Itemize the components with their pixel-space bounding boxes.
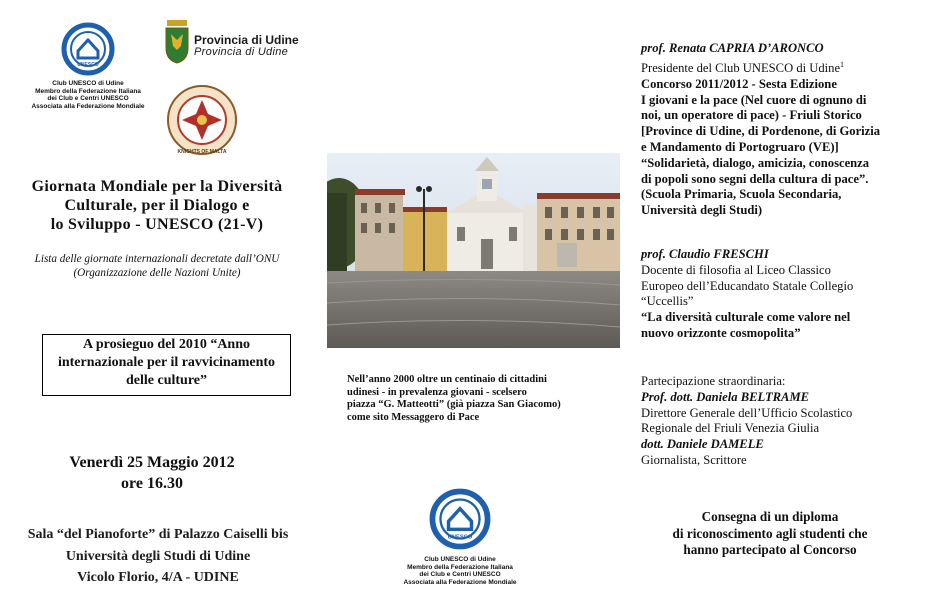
speaker-role-line: “Uccellis”: [641, 294, 694, 309]
event-venue: [0, 524, 316, 589]
logo-line: Club UNESCO di Udine: [424, 556, 496, 563]
caption-line: Nell’anno 2000 oltre un centinaio di cittadini: [347, 374, 547, 385]
closing-line: Consegna di un diploma: [701, 509, 839, 524]
logo-line: Membro della Federazione Italiana: [407, 563, 513, 571]
logo-line: Associata alla Federazione Mondiale: [403, 578, 517, 586]
box-line: delle culture”: [125, 373, 207, 388]
logo-line: Membro della Federazione Italiana: [35, 87, 141, 95]
diploma-note: [615, 509, 925, 559]
contest-quote-line: di popoli sono segni della cultura di pace”.: [641, 171, 869, 186]
svg-text:KNIGHTS OF MALTA: KNIGHTS OF MALTA: [177, 149, 227, 155]
provincia-name-italic: Provincia di Udine: [194, 46, 289, 58]
contest-theme-line: I giovani e la pace (Nel cuore di ognuno di: [641, 92, 867, 107]
unesco-club-logo-bottom: [399, 488, 521, 586]
speaker-role: Presidente del Club UNESCO di Udine$^1$: [641, 59, 845, 75]
svg-text:UNESCO: UNESCO: [77, 62, 99, 68]
logo-line: Club UNESCO di Udine: [52, 80, 124, 87]
speaker-role-line: Docente di filosofia al Liceo Classico: [641, 262, 831, 277]
speaker-capria: [641, 41, 931, 219]
footnote-marker: 1: [840, 59, 845, 69]
event-time: ore 16.30: [121, 475, 183, 492]
guest-role-line: Regionale del Friuli Venezia Giulia: [641, 421, 820, 436]
logo-line: Associata alla Federazione Mondiale: [31, 102, 145, 110]
venue-line: Università degli Studi di Udine: [65, 548, 251, 564]
box-line: internazionale per il ravvicinamento: [57, 355, 276, 370]
unesco-emblem-icon: [61, 22, 115, 76]
provincia-udine-logo: [164, 20, 304, 68]
event-subtitle: [0, 252, 314, 280]
contest-theme-line: noi, un operatore di pace) - Friuli Storico: [641, 108, 862, 123]
contest-edition: Concorso 2011/2012 - Sesta Edizione: [641, 76, 837, 91]
speaker-name: prof. Renata CAPRIA D’ARONCO: [641, 41, 824, 55]
closing-line: hanno partecipato al Concorso: [683, 542, 857, 557]
closing-line: di riconoscimento agli studenti che: [672, 525, 868, 541]
title-line: lo Sviluppo - UNESCO (21-V): [50, 216, 264, 233]
unesco-emblem-icon: [429, 488, 491, 550]
title-line: Giornata Mondiale per la Diversità: [31, 178, 283, 195]
contest-theme-line: [Province di Udine, di Pordenone, di Gorizia: [641, 124, 881, 139]
guest-name: dott. Daniele DAMELE: [641, 437, 764, 452]
provincia-name: Provincia di Udine: [194, 33, 299, 47]
talk-title-line: nuovo orizzonte cosmopolita”: [641, 325, 801, 340]
guest-role-line: Direttore Generale dell’Ufficio Scolastico: [641, 405, 853, 420]
speaker-freschi: [641, 247, 931, 342]
piazza-photo: [327, 153, 620, 348]
photo-caption: [347, 374, 597, 424]
guest-name: Prof. dott. Daniela BELTRAME: [641, 389, 810, 404]
contest-quote-line: “Solidarietà, dialogo, amicizia, conoscenza: [641, 155, 870, 170]
logo-line: dei Club e Centri UNESCO: [47, 95, 129, 102]
svg-text:UNESCO: UNESCO: [447, 534, 473, 541]
provincia-crest-icon: [164, 20, 190, 64]
guest-role: Giornalista, Scrittore: [641, 452, 747, 467]
event-datetime: [0, 452, 304, 494]
box-line: A prosieguo del 2010 “Anno: [83, 337, 250, 352]
anniversary-box: [42, 334, 291, 396]
contest-quote-line: Università degli Studi): [641, 203, 763, 218]
knights-seal: [166, 84, 238, 156]
speaker-role-line: Europeo dell’Educandato Statale Collegio: [641, 278, 854, 293]
contest-quote-line: (Scuola Primaria, Scuola Secondaria,: [641, 187, 842, 202]
speaker-name: prof. Claudio FRESCHI: [641, 247, 769, 261]
title-line: Culturale, per il Dialogo e: [64, 197, 250, 214]
caption-line: come sito Messaggero di Pace: [347, 411, 480, 423]
subtitle-line: Lista delle giornate internazionali decretate dall’ONU: [34, 253, 280, 265]
unesco-club-logo-top: [28, 22, 148, 110]
venue-line: Sala “del Pianoforte” di Palazzo Caiselli bis: [27, 527, 289, 542]
event-title: [0, 177, 314, 234]
subtitle-line: (Organizzazione delle Nazioni Unite): [73, 267, 241, 279]
knights-seal-icon: [166, 84, 238, 156]
event-date: Venerdì 25 Maggio 2012: [69, 454, 235, 471]
talk-title-line: “La diversità culturale come valore nel: [641, 310, 851, 325]
venue-line: Vicolo Florio, 4/A - UDINE: [77, 570, 239, 585]
caption-line: piazza “G. Matteotti” (già piazza San Giacomo): [347, 399, 561, 410]
special-heading: Partecipazione straordinaria:: [641, 374, 786, 388]
logo-line: dei Club e Centri UNESCO: [419, 571, 501, 578]
caption-line: udinesi - in prevalenza giovani - scelsero: [347, 386, 527, 398]
contest-theme-line: e Mandamento di Portogruaro (VE)]: [641, 139, 839, 154]
special-participation: [641, 374, 931, 469]
